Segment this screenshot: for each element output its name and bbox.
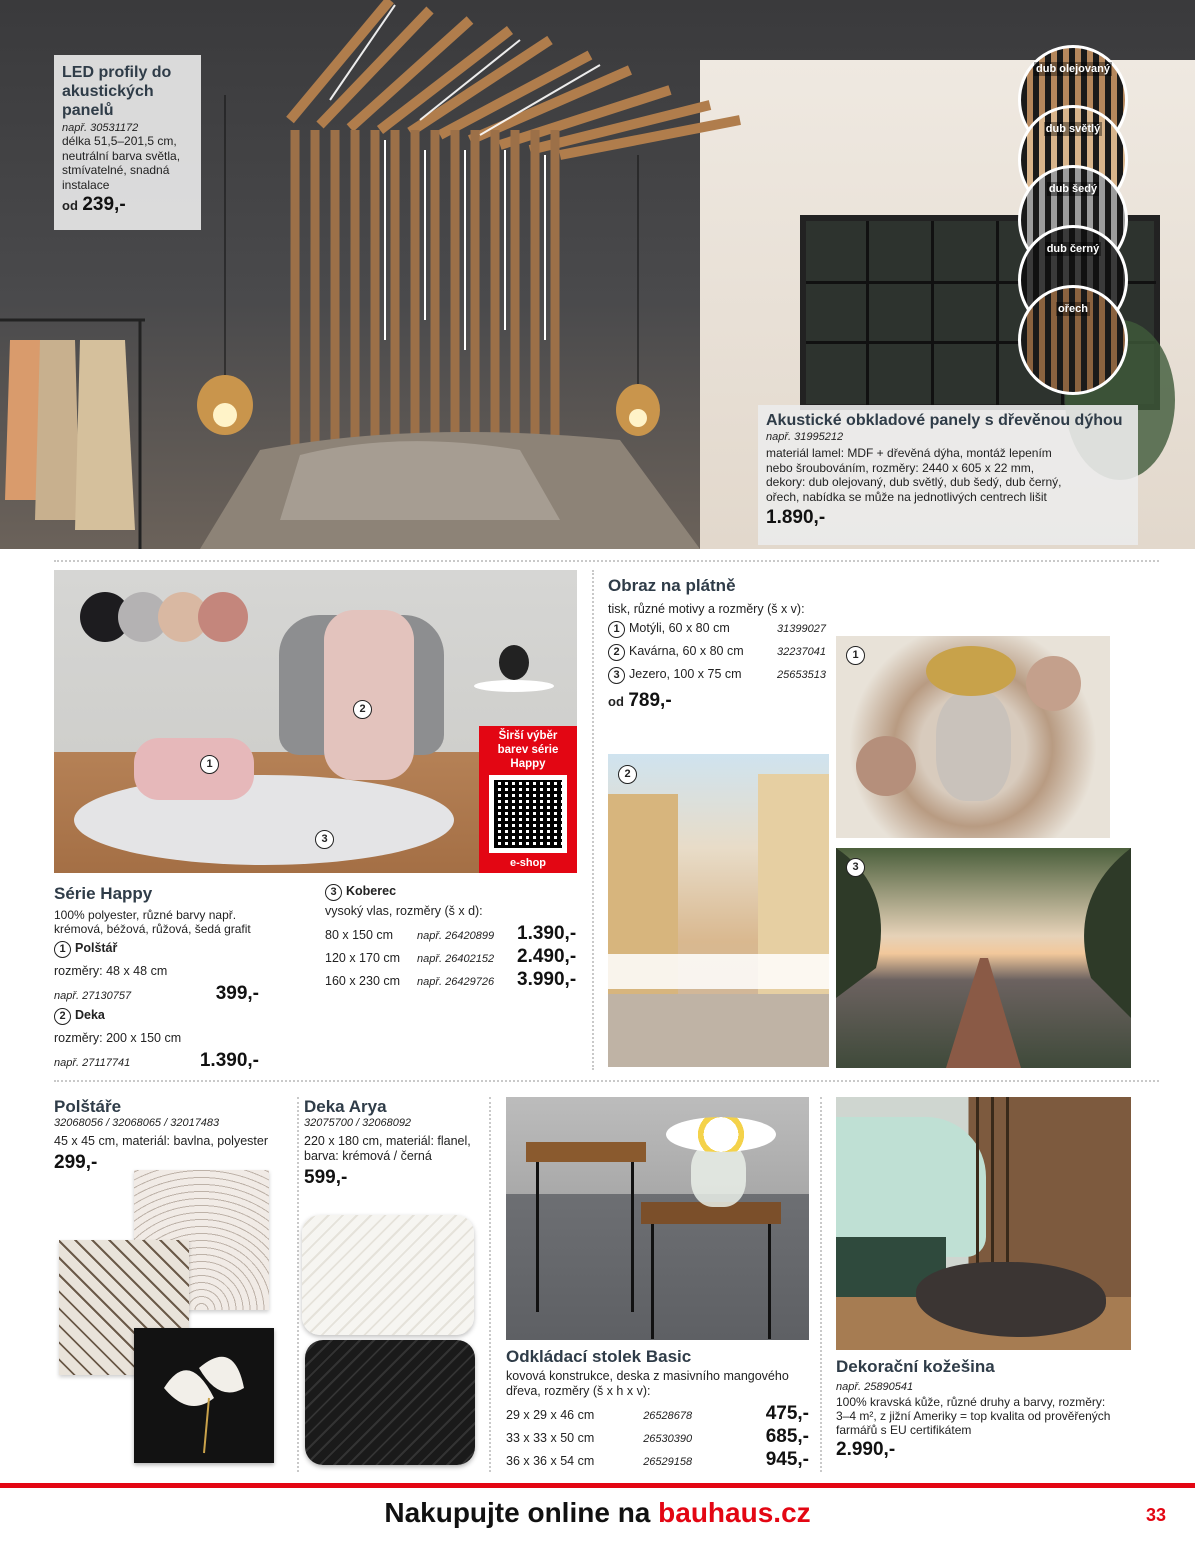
stolek-row: 36 x 36 x 54 cm 26529158 945,-: [506, 1449, 809, 1470]
obraz-jezero-image: [836, 848, 1131, 1068]
polstare-codes: 32068056 / 32068065 / 32017483: [54, 1117, 220, 1129]
panels-code: např. 31995212: [766, 431, 844, 443]
obraz-title: Obraz na plátně: [608, 576, 736, 595]
footer-bar: [0, 1483, 1195, 1488]
num-2: 2: [54, 1008, 71, 1025]
led-title: LED profily do akustických panelů: [62, 64, 172, 119]
obraz-desc: tisk, různé motivy a rozměry (š x v):: [608, 602, 805, 616]
happy-desc: 100% polyester, různé barvy např. krémová, béžová, růžová, šedá grafit: [54, 908, 251, 936]
rug-row: 80 x 150 cm např. 26420899 1.390,-: [325, 923, 577, 944]
marker-2: 2: [618, 765, 637, 784]
deka-codes: 32075700 / 32068092: [304, 1117, 412, 1129]
eshop-promo[interactable]: [479, 726, 577, 873]
item2-size: rozměry: 200 x 150 cm: [54, 1031, 182, 1045]
kozesina-code: např. 25890541: [836, 1381, 914, 1393]
marker-1: 1: [846, 646, 865, 665]
obraz-motyli-image: [836, 636, 1110, 838]
happy-title: Série Happy: [54, 884, 153, 903]
hide-image: [836, 1097, 1131, 1350]
kozesina-price: 2.990,-: [836, 1439, 896, 1460]
obraz-price: 789,-: [628, 690, 672, 711]
rug-row: 120 x 170 cm např. 26402152 2.490,-: [325, 946, 577, 967]
panels-title: Akustické obkladové panely s dřevěnou dýhou: [766, 412, 1123, 429]
panels-price: 1.890,-: [766, 507, 826, 528]
deka-desc: 220 x 180 cm, materiál: flanel, barva: krémová / černá: [304, 1134, 471, 1163]
divider: [297, 1097, 299, 1472]
deka-title: Deka Arya: [304, 1097, 387, 1116]
item1-size: rozměry: 48 x 48 cm: [54, 964, 168, 978]
deka-text: [304, 1097, 484, 1189]
item1-price: 399,-: [215, 983, 259, 1004]
led-price: 239,-: [82, 194, 126, 215]
obraz-text: [608, 576, 833, 712]
stolek-row: 33 x 33 x 50 cm 26530390 685,-: [506, 1426, 809, 1447]
polstare-price: 299,-: [54, 1152, 98, 1173]
marker-2: 2: [353, 700, 372, 719]
divider: [489, 1097, 491, 1472]
panels-desc: materiál lamel: MDF + dřevěná dýha, montáž lepením nebo šroubováním, rozměry: 2440 x 605 x 22 mm, dekory: dub olejovaný, dub světlý, dub šedý, dub černý, ořech, nabídka se může na jednotlivých centrech lišit: [766, 446, 1062, 504]
obraz-item: 2 Kavárna, 60 x 80 cm 32237041: [608, 644, 833, 667]
obraz-price-prefix: od: [608, 694, 624, 709]
item2-name: Deka: [75, 1008, 105, 1022]
eshop-label: e-shop: [509, 857, 547, 869]
qr-code-icon[interactable]: [489, 775, 567, 853]
rug-text: [325, 884, 580, 992]
kozesina-desc: 100% kravská kůže, různé druhy a barvy, rozměry: 3–4 m², z jižní Ameriky = top kvalita od prověřených farmářů s EU certifikátem: [836, 1395, 1111, 1437]
swatch-dub-cerny: dub černý: [1018, 225, 1128, 335]
polstare-desc: 45 x 45 cm, materiál: bavlna, polyester: [54, 1134, 268, 1148]
blanket-image: [300, 1210, 480, 1470]
item2-code: např. 27117741: [54, 1057, 131, 1069]
footer-link[interactable]: bauhaus.cz: [658, 1497, 811, 1528]
stolek-text: [506, 1347, 809, 1472]
led-code: např. 30531172: [62, 122, 139, 134]
kozesina-text: [836, 1357, 1131, 1461]
led-info-box: [54, 55, 201, 230]
swatch-dub-sedy: dub šedý: [1018, 165, 1128, 275]
obraz-item: 1 Motýli, 60 x 80 cm 31399027: [608, 621, 833, 644]
promo-text: Širší výběr barev série Happy: [497, 730, 559, 770]
stolek-desc: kovová konstrukce, deska z masivního mangového dřeva, rozměry (š x h x v):: [506, 1369, 789, 1398]
num-3: 3: [325, 884, 342, 901]
happy-text: [54, 884, 324, 1072]
item1-name: Polštář: [75, 941, 118, 955]
kozesina-title: Dekorační kožešina: [836, 1357, 995, 1376]
footer-label: Nakupujte online na: [384, 1497, 659, 1528]
marker-3: 3: [315, 830, 334, 849]
led-price-prefix: od: [62, 198, 78, 213]
swatch-dub-svetly: dub světlý: [1018, 105, 1128, 215]
divider: [592, 570, 594, 1070]
item2-price: 1.390,-: [199, 1050, 259, 1071]
panels-info-box: [758, 405, 1138, 545]
divider: [820, 1097, 822, 1472]
item3-name: Koberec: [346, 884, 397, 898]
swatch-orech: ořech: [1018, 285, 1128, 395]
item3-desc: vysoký vlas, rozměry (š x d):: [325, 904, 483, 918]
polstare-title: Polštáře: [54, 1097, 122, 1116]
rug-row: 160 x 230 cm např. 26429726 3.990,-: [325, 969, 577, 990]
marker-3: 3: [846, 858, 865, 877]
stolek-row: 29 x 29 x 46 cm 26528678 475,-: [506, 1403, 809, 1424]
swatch-dub-olejovany: dub olejovaný: [1018, 45, 1128, 155]
divider: [54, 1080, 1159, 1082]
num-1: 1: [54, 941, 71, 958]
marker-1: 1: [200, 755, 219, 774]
item1-code: např. 27130757: [54, 990, 132, 1002]
divider: [54, 560, 1159, 562]
obraz-kavarna-image: [608, 754, 829, 1067]
polstare-text: [54, 1097, 294, 1174]
table-image: [506, 1097, 809, 1340]
obraz-item: 3 Jezero, 100 x 75 cm 25653513: [608, 667, 833, 690]
hero-image: [0, 0, 1195, 549]
stolek-title: Odkládací stolek Basic: [506, 1347, 692, 1366]
led-desc: délka 51,5–201,5 cm, neutrální barva světla, stmívatelné, snadná instalace: [62, 134, 181, 192]
pillow-image: [54, 1170, 286, 1470]
page-number: 33: [1146, 1505, 1167, 1525]
deka-price: 599,-: [304, 1167, 348, 1188]
footer-text: [0, 1497, 1195, 1529]
